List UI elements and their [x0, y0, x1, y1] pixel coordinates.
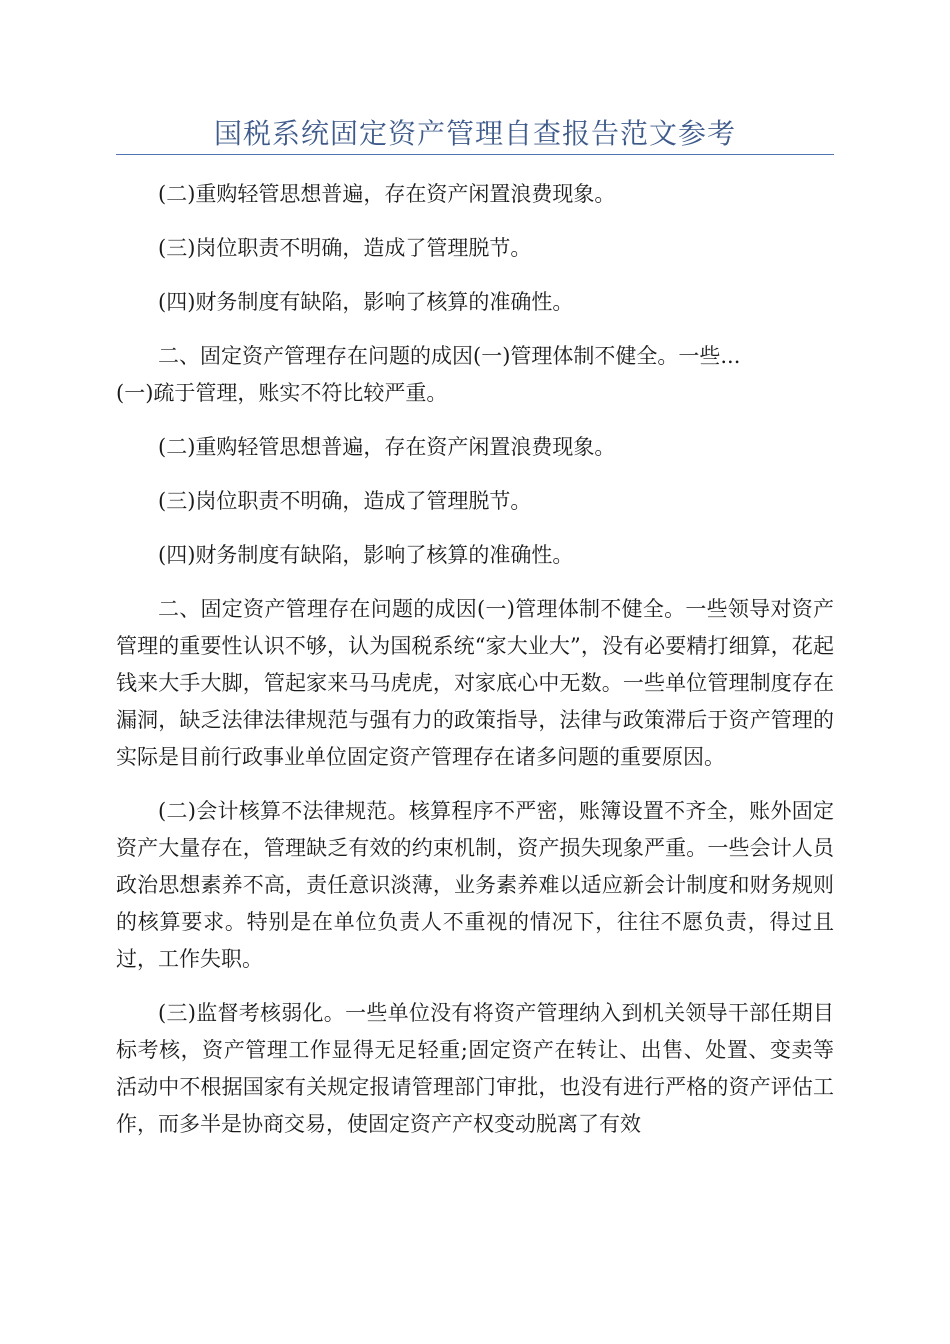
paragraph: (三)监督考核弱化。一些单位没有将资产管理纳入到机关领导干部任期目标考核，资产管理工作显得无足轻重;固定资产在转让、出售、处置、变卖等活动中不根据国家有关规定报请管理部门审批，也没有进行严格的资产评估工作，而多半是协商交易，使固定资产产权变动脱离了有效	[116, 1001, 834, 1136]
paragraph: (二)重购轻管思想普遍，存在资产闲置浪费现象。	[158, 182, 616, 206]
title-underline	[116, 154, 834, 155]
paragraph: (三)岗位职责不明确，造成了管理脱节。	[158, 489, 532, 513]
paragraph: (四)财务制度有缺陷，影响了核算的准确性。	[158, 290, 574, 314]
paragraph: (三)岗位职责不明确，造成了管理脱节。	[158, 236, 532, 260]
document-title: 国税系统固定资产管理自查报告范文参考	[213, 117, 736, 150]
paragraph: 二、固定资产管理存在问题的成因(一)管理体制不健全。一些...	[158, 344, 741, 368]
paragraph: (四)财务制度有缺陷，影响了核算的准确性。	[158, 543, 574, 567]
paragraph: (一)疏于管理，账实不符比较严重。	[116, 381, 448, 405]
paragraph: (二)重购轻管思想普遍，存在资产闲置浪费现象。	[158, 435, 616, 459]
paragraph: 二、固定资产管理存在问题的成因(一)管理体制不健全。一些领导对资产管理的重要性认识不够，认为国税系统“家大业大”，没有必要精打细算，花起钱来大手大脚，管起家来马马虎虎，对家底心中无数。一些单位管理制度存在漏洞，缺乏法律法律规范与强有力的政策指导，法律与政策滞后于资产管理的实际是目前行政事业单位固定资产管理存在诸多问题的重要原因。	[116, 597, 834, 769]
paragraph: (二)会计核算不法律规范。核算程序不严密，账簿设置不齐全，账外固定资产大量存在，管理缺乏有效的约束机制，资产损失现象严重。一些会计人员政治思想素养不高，责任意识淡薄，业务素养难以适应新会计制度和财务规则的核算要求。特别是在单位负责人不重视的情况下，往往不愿负责，得过且过，工作失职。	[116, 799, 834, 971]
document-body	[116, 176, 834, 1160]
